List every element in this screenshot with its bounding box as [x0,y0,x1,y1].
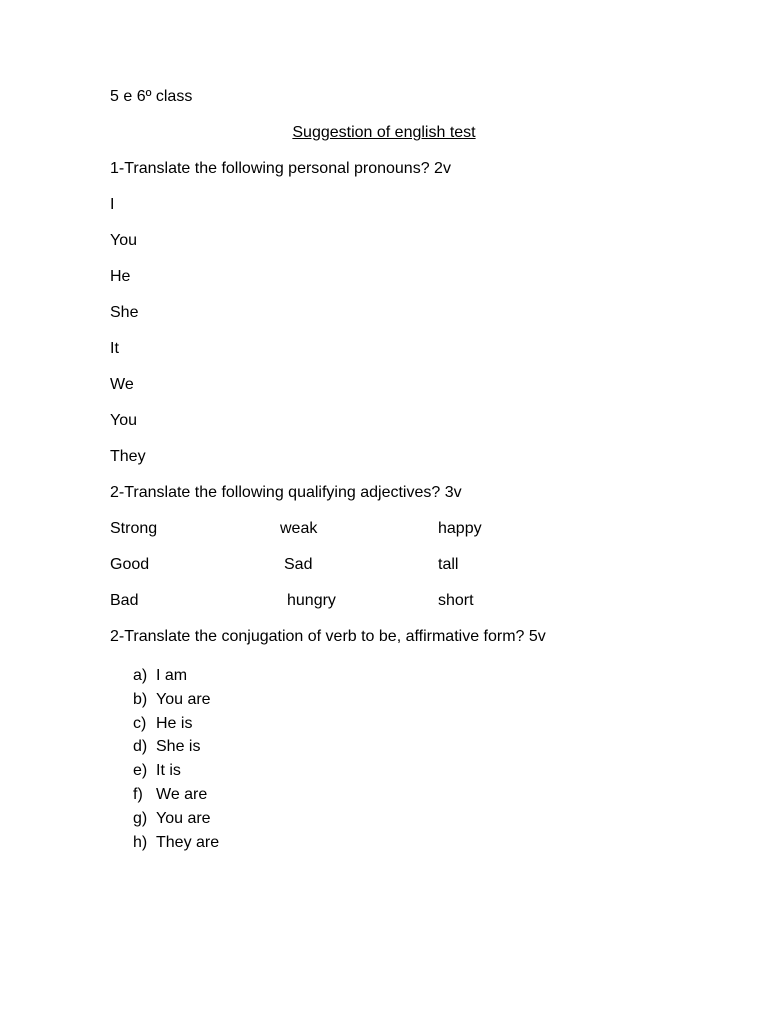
list-item [133,735,219,759]
list-marker: g) [133,809,148,827]
list-item [133,759,219,783]
list-item [133,712,219,736]
adjective-cell: happy [438,520,482,537]
list-item [133,807,219,831]
question-3-prompt: 2-Translate the conjugation of verb to be, affirmative form? 5v [110,628,546,645]
pronoun-item: He [110,268,131,285]
pronoun-item: They [110,448,146,465]
adjective-cell: Good [110,556,150,573]
pronoun-item: You [110,412,137,429]
list-marker: d) [133,738,148,756]
question-2-prompt: 2-Translate the following qualifying adjectives? 3v [110,484,462,501]
pronoun-item: You [110,232,137,249]
pronoun-item: She [110,304,139,321]
list-item-text: You are [156,809,211,827]
question-1-prompt: 1-Translate the following personal pronouns? 2v [110,160,451,177]
pronoun-item: I [110,196,115,213]
pronoun-item: We [110,376,134,393]
verb-to-be-list [133,664,219,854]
adjective-cell: hungry [287,592,336,609]
page-title: Suggestion of english test [292,124,476,141]
list-item [133,688,219,712]
list-marker: a) [133,667,148,684]
list-item [133,831,219,855]
list-marker: h) [133,833,148,851]
list-item-text: She is [156,738,201,756]
list-marker: f) [133,785,143,803]
list-item-text: It is [156,762,181,780]
class-line: 5 e 6º class [110,88,193,105]
list-item-text: I am [156,667,188,684]
list-item [133,664,219,688]
list-item-text: They are [156,833,220,851]
adjective-cell: Sad [284,556,313,573]
list-item-text: We are [156,785,208,803]
pronoun-item: It [110,340,119,357]
adjective-cell: tall [438,556,459,573]
adjective-cell: short [438,592,474,609]
list-item-text: You are [156,690,211,708]
list-marker: b) [133,690,148,708]
list-marker: c) [133,714,147,732]
list-marker: e) [133,762,148,780]
list-item-text: He is [156,714,193,732]
list-item [133,783,219,807]
adjective-cell: Strong [110,520,158,537]
adjective-cell: weak [280,520,318,537]
adjective-cell: Bad [110,592,139,609]
